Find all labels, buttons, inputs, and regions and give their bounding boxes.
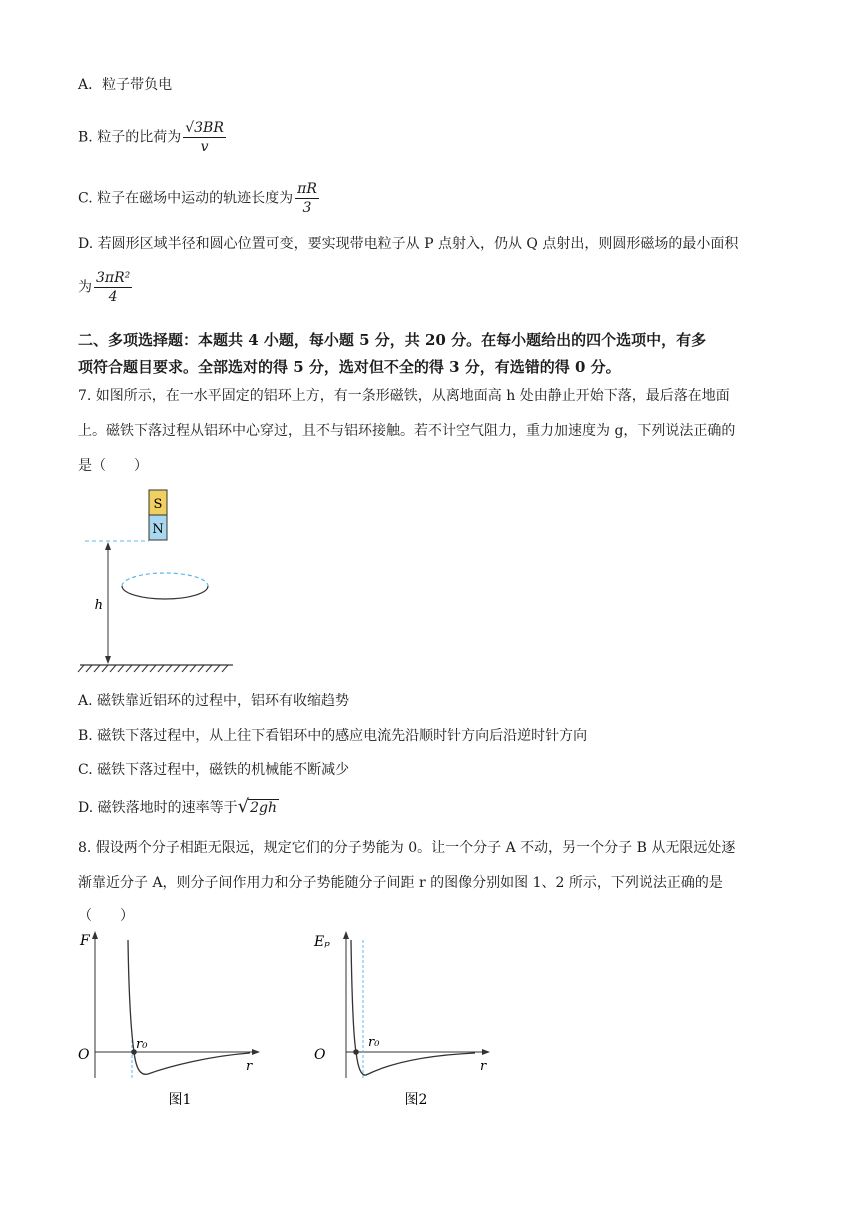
potential-energy-curve bbox=[351, 940, 475, 1075]
q8-stem-line1: 8. 假设两个分子相距无限远，规定它们的分子势能为 0。让一个分子 A 不动，另一个分子 B 从无限远处逐 bbox=[78, 840, 736, 856]
q6-option-d-fraction bbox=[94, 270, 132, 305]
y-axis-label: F bbox=[80, 933, 90, 949]
y-axis-arrow-icon bbox=[92, 931, 98, 939]
q7-option-b: B. 磁铁下落过程中，从上往下看铝环中的感应电流先沿顺时针方向后沿逆时针方向 bbox=[78, 728, 588, 744]
r0-label: r₀ bbox=[136, 1037, 148, 1052]
fraction-numerator: √3BR bbox=[185, 120, 224, 136]
q7-option-d bbox=[78, 796, 279, 817]
q6-option-d-text: 为 bbox=[78, 279, 92, 296]
fraction-denominator: v bbox=[200, 139, 209, 155]
x-axis-label: r bbox=[246, 1059, 253, 1074]
q7-stem-line3: 是（ ） bbox=[78, 458, 148, 474]
ground-hatching bbox=[78, 665, 228, 672]
section2-heading-line1: 二、多项选择题：本题共 4 小题，每小题 5 分，共 20 分。在每小题给出的四个选项中，有多 bbox=[78, 331, 707, 349]
sqrt-sign-icon: √ bbox=[237, 796, 250, 817]
q7-option-c: C. 磁铁下落过程中，磁铁的机械能不断减少 bbox=[78, 762, 350, 778]
y-axis-label: Eₚ bbox=[314, 934, 330, 950]
q7-option-a: A. 磁铁靠近铝环的过程中，铝环有收缩趋势 bbox=[78, 693, 350, 709]
q6-option-d-line1: D. 若圆形区域半径和圆心位置可变，要实现带电粒子从 P 点射入，仍从 Q 点射出，则圆形磁场的最小面积 bbox=[78, 236, 739, 252]
ring-back-arc bbox=[122, 573, 208, 586]
arrow-head-down-icon bbox=[105, 656, 111, 664]
height-label: h bbox=[94, 598, 103, 613]
q8-stem-line2: 渐靠近分子 A，则分子间作用力和分子势能随分子间距 r 的图像分别如图 1、2 所示，下列说法正确的是 bbox=[78, 875, 723, 891]
q8-figure-1 bbox=[70, 928, 270, 1113]
force-curve bbox=[128, 940, 250, 1074]
q6-option-b bbox=[78, 120, 226, 155]
fraction-numerator: 3πR² bbox=[96, 270, 131, 286]
q6-option-b-fraction bbox=[183, 120, 226, 155]
section2-heading-line2: 项符合题目要求。全部选对的得 5 分，选对但不全的得 3 分，有选错的得 0 分。 bbox=[78, 358, 621, 376]
q7-option-d-radicand: 2gh bbox=[250, 800, 278, 816]
x-axis-arrow-icon bbox=[252, 1049, 260, 1055]
q8-stem-line3: （ ） bbox=[78, 908, 134, 924]
aluminum-ring-front bbox=[122, 586, 208, 599]
fraction-numerator: πR bbox=[297, 181, 317, 197]
q8-figure-2 bbox=[300, 928, 500, 1113]
q7-option-d-text: D. 磁铁落地时的速率等于 bbox=[78, 800, 238, 816]
r0-point bbox=[353, 1049, 359, 1055]
q6-option-d-line2 bbox=[78, 270, 132, 305]
q7-stem-line1: 7. 如图所示，在一水平固定的铝环上方，有一条形磁铁，从离地面高 h 处由静止开始下落，最后落在地面 bbox=[78, 388, 730, 404]
arrow-head-up-icon bbox=[105, 542, 111, 550]
fraction-denominator: 4 bbox=[108, 289, 118, 305]
q7-figure bbox=[70, 485, 250, 675]
magnet-n-label: N bbox=[152, 522, 164, 537]
figure-1-caption: 图1 bbox=[168, 1092, 192, 1108]
figure-2-caption: 图2 bbox=[404, 1092, 428, 1108]
q6-option-c bbox=[78, 181, 319, 216]
x-axis-label: r bbox=[480, 1059, 487, 1074]
q6-option-a: A．粒子带负电 bbox=[78, 77, 173, 93]
origin-label: O bbox=[314, 1047, 326, 1063]
r0-label: r₀ bbox=[368, 1035, 380, 1050]
q7-stem-line2: 上。磁铁下落过程从铝环中心穿过，且不与铝环接触。若不计空气阻力，重力加速度为 g，下列说法正确的 bbox=[78, 423, 736, 439]
q6-option-b-text: B. 粒子的比荷为 bbox=[78, 129, 182, 146]
magnet-s-label: S bbox=[153, 497, 163, 512]
fraction-denominator: 3 bbox=[302, 200, 312, 216]
q6-option-c-fraction bbox=[295, 181, 319, 216]
y-axis-arrow-icon bbox=[343, 931, 349, 939]
q6-option-c-text: C. 粒子在磁场中运动的轨迹长度为 bbox=[78, 190, 294, 207]
origin-label: O bbox=[78, 1047, 90, 1063]
x-axis-arrow-icon bbox=[482, 1049, 490, 1055]
